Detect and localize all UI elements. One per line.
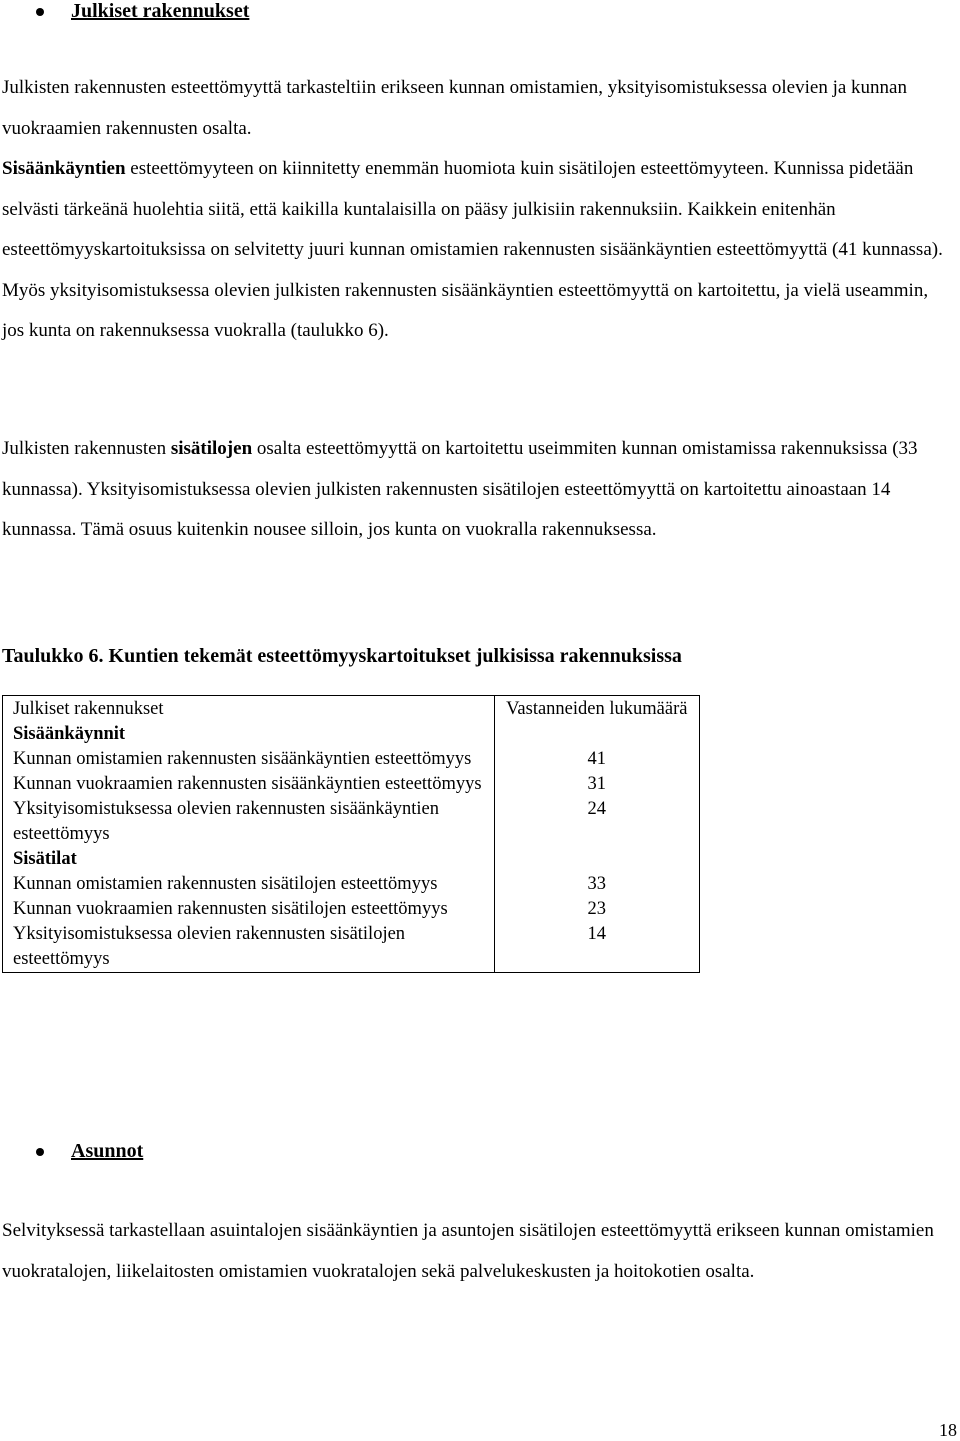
- table-group-row: [3, 722, 700, 747]
- row-value: 33: [587, 874, 607, 894]
- row-value: 23: [587, 899, 607, 919]
- paragraph-intro: [2, 68, 954, 352]
- table-row: [3, 772, 700, 797]
- row-value: 24: [587, 799, 607, 819]
- page-number: 18: [939, 1420, 957, 1440]
- bullet-icon: [36, 1148, 44, 1156]
- section-heading-public-buildings: [0, 0, 249, 23]
- table-header-row: [3, 696, 700, 723]
- table-row: [3, 872, 700, 897]
- row-label: Kunnan omistamien rakennusten sisätilojen esteettömyys: [3, 872, 495, 897]
- row-label: Kunnan omistamien rakennusten sisäänkäyntien esteettömyys: [3, 747, 495, 772]
- section-title: Asunnot: [71, 1140, 144, 1162]
- group-title: Sisätilat: [3, 847, 495, 872]
- table-group-row: [3, 847, 700, 872]
- table-row: [3, 797, 700, 847]
- paragraph-interiors: [2, 429, 954, 551]
- paragraph-text: osalta esteettömyyttä on kartoitettu useimmiten kunnan omistamissa rakennuksissa (33 kunnassa). Yksityisomistuksessa olevien julkisten rakennusten sisätilojen esteettömyyttä on kartoitettu ainoastaan 14 kunnassa. Tämä osuus kuitenkin nousee silloin, jos kunta on vuokralla rakennuksessa.: [2, 438, 918, 540]
- table-row: [3, 897, 700, 922]
- emphasis-text: sisätilojen: [170, 438, 253, 459]
- paragraph-text: Julkisten rakennusten: [2, 438, 171, 459]
- paragraph-housing: [2, 1211, 954, 1292]
- bullet-icon: [36, 8, 44, 16]
- row-value: 31: [587, 774, 607, 794]
- header-value: Vastanneiden lukumäärä: [506, 699, 688, 719]
- row-label: Kunnan vuokraamien rakennusten sisäänkäyntien esteettömyys: [3, 772, 495, 797]
- row-value: 14: [587, 924, 607, 944]
- table-row: [3, 922, 700, 973]
- row-label: Yksityisomistuksessa olevien rakennusten sisäänkäyntien esteettömyys: [3, 797, 495, 847]
- table-row: [3, 747, 700, 772]
- section-heading-housing: [0, 1140, 143, 1163]
- emphasis-text: Sisäänkäyntien: [2, 158, 126, 179]
- accessibility-table: [2, 695, 700, 973]
- section-title: Julkiset rakennukset: [71, 0, 250, 22]
- row-label: Kunnan vuokraamien rakennusten sisätilojen esteettömyys: [3, 897, 495, 922]
- row-label: Yksityisomistuksessa olevien rakennusten sisätilojen esteettömyys: [3, 922, 495, 973]
- paragraph-text: Julkisten rakennusten esteettömyyttä tarkasteltiin erikseen kunnan omistamien, yksityisomistuksessa olevien ja kunnan vuokraamien rakennusten osalta.: [2, 77, 907, 139]
- table-caption: Taulukko 6. Kuntien tekemät esteettömyyskartoitukset julkisissa rakennuksissa: [2, 645, 682, 667]
- paragraph-text: Selvityksessä tarkastellaan asuintalojen sisäänkäyntien ja asuntojen sisätilojen esteettömyyttä erikseen kunnan omistamien vuokratalojen, liikelaitosten omistamien vuokratalojen sekä palvelukeskusten ja hoitokotien osalta.: [2, 1220, 934, 1282]
- header-label: Julkiset rakennukset: [3, 696, 495, 723]
- row-value: 41: [587, 749, 607, 769]
- paragraph-text: esteettömyyteen on kiinnitetty enemmän huomiota kuin sisätilojen esteettömyyteen. Kunnissa pidetään selvästi tärkeänä huolehtia siitä, että kaikilla kuntalaisilla on pääsy julkisiin rakennuksiin. Kaikkein enitenhän esteettömyyskartoituksissa on selvitetty juuri kunnan omistamien rakennusten sisäänkäyntien esteettömyyttä (41 kunnassa). Myös yksityisomistuksessa olevien julkisten rakennusten sisäänkäyntien esteettömyyttä on kartoitettu, ja vielä useammin, jos kunta on rakennuksessa vuokralla (taulukko 6).: [2, 158, 943, 341]
- group-title: Sisäänkäynnit: [3, 722, 495, 747]
